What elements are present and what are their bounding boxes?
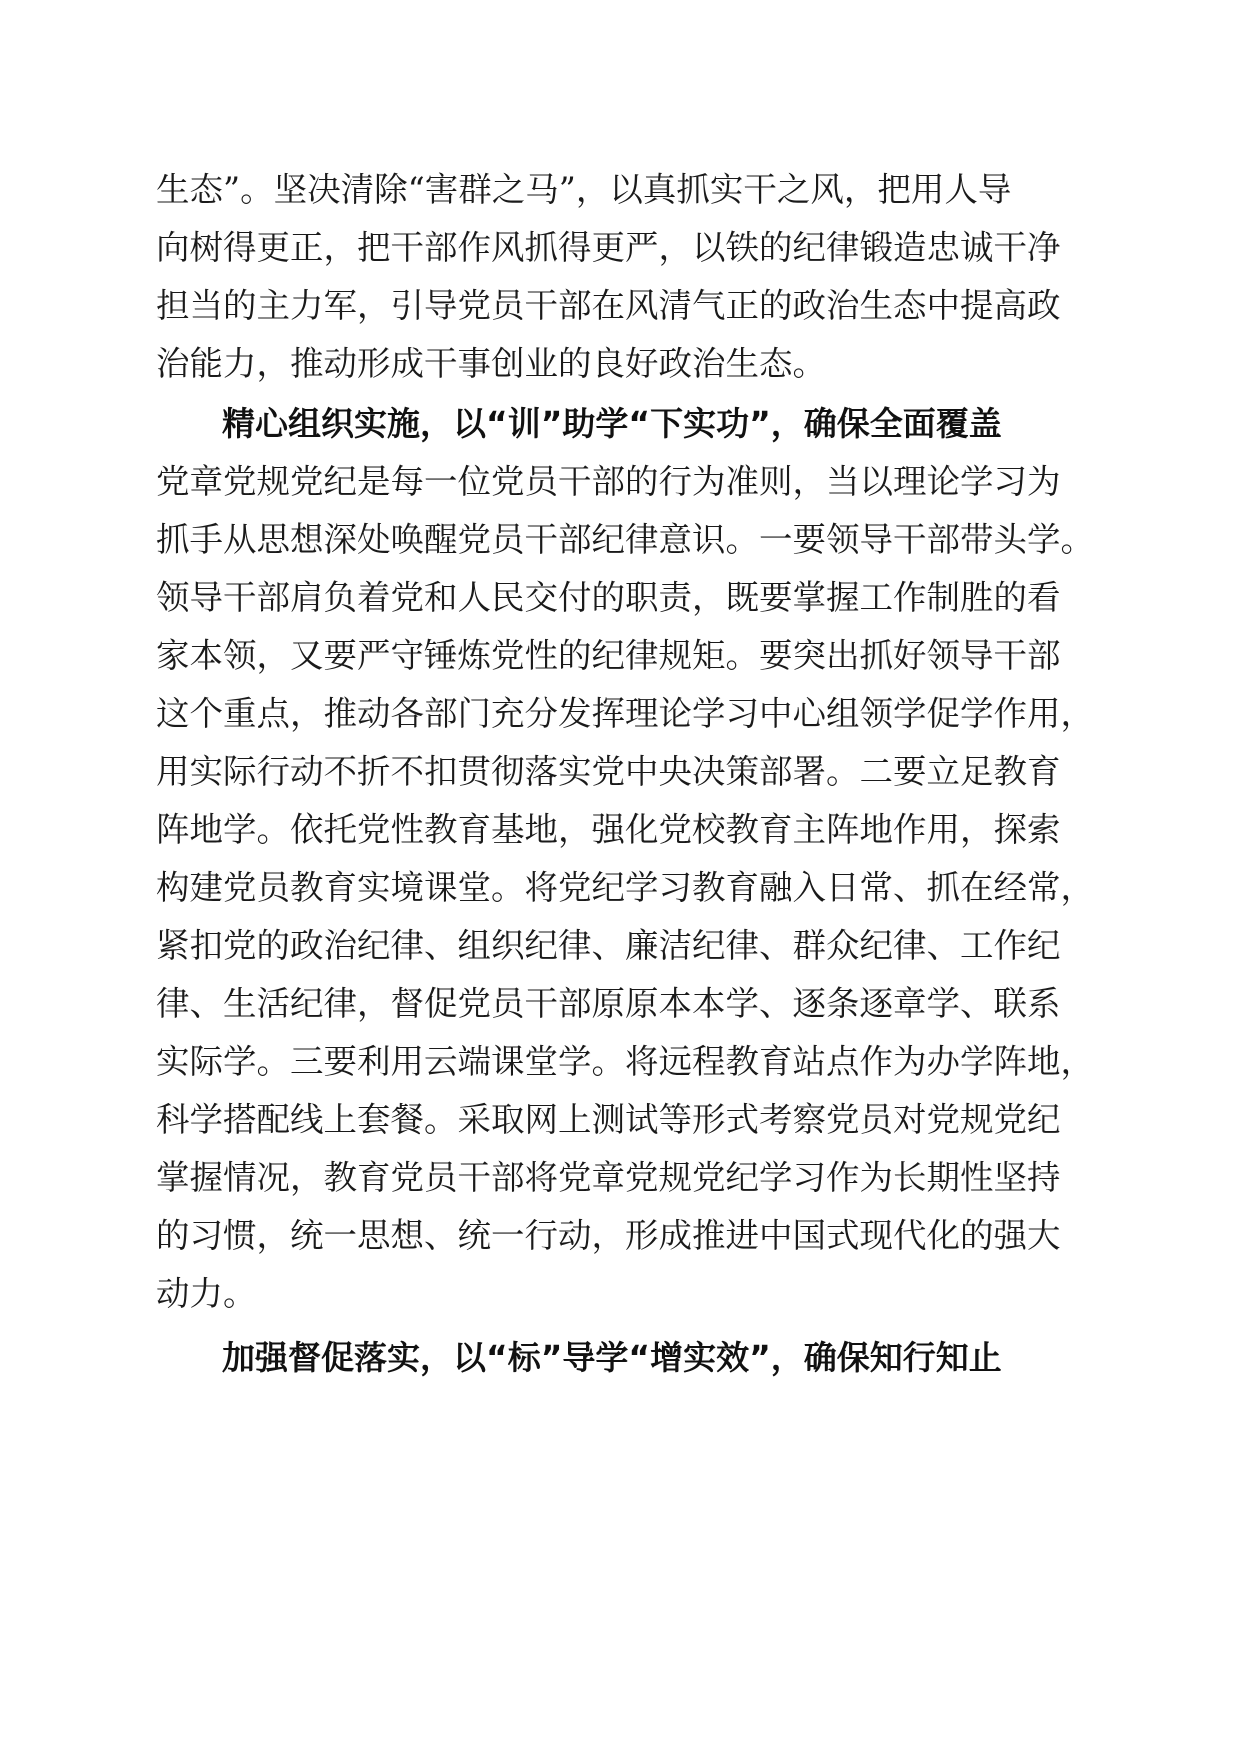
- body-text-line: 抓手从思想深处唤醒党员干部纪律意识。一要领导干部带头学。: [156, 520, 1094, 559]
- body-text-line: 生态”。坚决清除“害群之马”，以真抓实干之风，把用人导: [156, 170, 1012, 209]
- body-text-line: 治能力，推动形成干事创业的良好政治生态。: [156, 344, 826, 383]
- body-text-line: 这个重点，推动各部门充分发挥理论学习中心组领学促学作用，: [156, 694, 1094, 733]
- body-text-line: 紧扣党的政治纪律、组织纪律、廉洁纪律、群众纪律、工作纪: [156, 926, 1061, 965]
- body-text-line: 构建党员教育实境课堂。将党纪学习教育融入日常、抓在经常，: [156, 868, 1094, 907]
- body-text-line: 党章党规党纪是每一位党员干部的行为准则，当以理论学习为: [156, 462, 1061, 501]
- body-text-line: 阵地学。依托党性教育基地，强化党校教育主阵地作用，探索: [156, 810, 1061, 849]
- body-text-line: 科学搭配线上套餐。采取网上测试等形式考察党员对党规党纪: [156, 1100, 1061, 1139]
- body-text-line: 的习惯，统一思想、统一行动，形成推进中国式现代化的强大: [156, 1216, 1061, 1255]
- body-text-line: 领导干部肩负着党和人民交付的职责，既要掌握工作制胜的看: [156, 578, 1061, 617]
- body-text-line: 用实际行动不折不扣贯彻落实党中央决策部署。二要立足教育: [156, 752, 1061, 791]
- body-text-line: 动力。: [156, 1274, 257, 1313]
- body-text-line: 实际学。三要利用云端课堂学。将远程教育站点作为办学阵地，: [156, 1042, 1094, 1081]
- body-text-line: 家本领，又要严守锤炼党性的纪律规矩。要突出抓好领导干部: [156, 636, 1061, 675]
- section-heading: 精心组织实施，以“训”助学“下实功”，确保全面覆盖: [222, 404, 1002, 443]
- body-text-line: 律、生活纪律，督促党员干部原原本本学、逐条逐章学、联系: [156, 984, 1061, 1023]
- section-heading: 加强督促落实，以“标”导学“增实效”，确保知行知止: [222, 1338, 1002, 1377]
- body-text-line: 掌握情况，教育党员干部将党章党规党纪学习作为长期性坚持: [156, 1158, 1061, 1197]
- body-text-line: 向树得更正，把干部作风抓得更严，以铁的纪律锻造忠诚干净: [156, 228, 1061, 267]
- body-text-line: 担当的主力军，引导党员干部在风清气正的政治生态中提高政: [156, 286, 1061, 325]
